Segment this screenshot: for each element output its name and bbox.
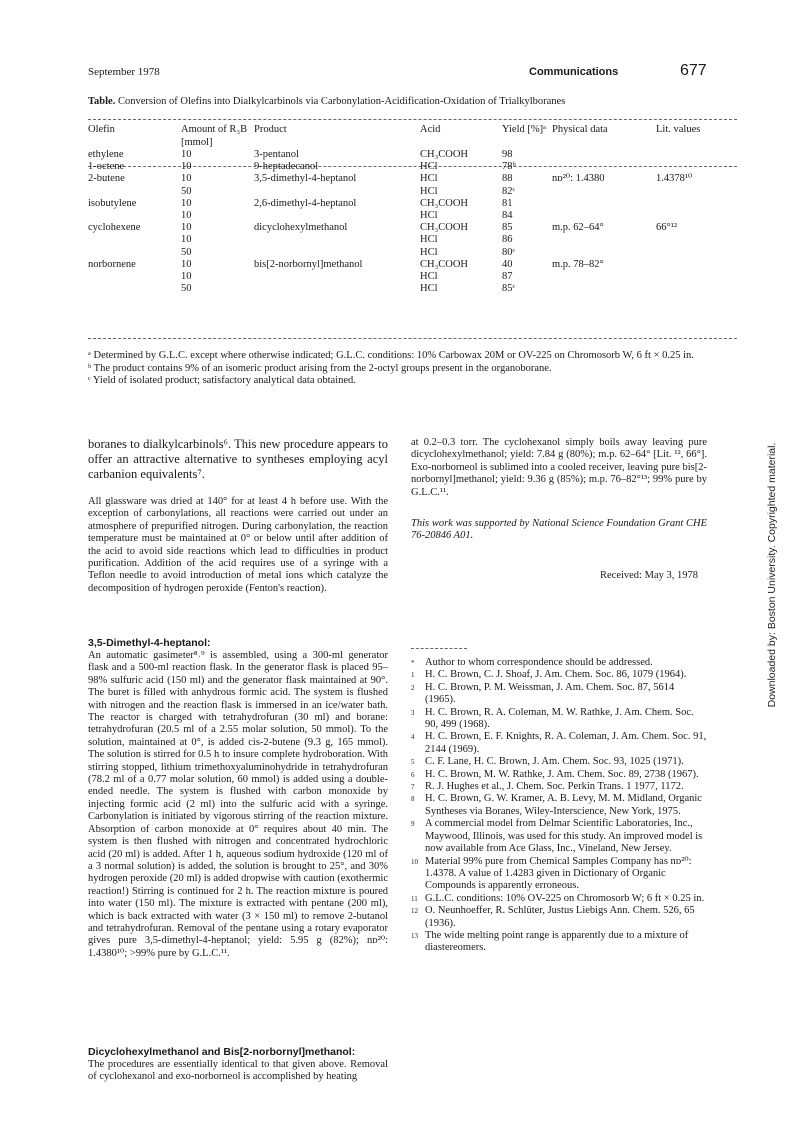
reference-number: 4 — [411, 733, 415, 742]
reference-number: 8 — [411, 795, 415, 804]
table-header-cell: Amount of R₃B [mmol] — [181, 124, 248, 148]
table-cell — [656, 259, 738, 271]
table-header-cell: Lit. values — [656, 124, 701, 135]
table-footnotes — [88, 350, 738, 388]
table-cell: HCl — [420, 185, 438, 197]
received-date: Received: May 3, 1978 — [600, 570, 698, 581]
table-cell: 3-pentanol — [254, 149, 299, 160]
reference-text: H. C. Brown, E. F. Knights, R. A. Coleman, J. Am. Chem. Soc. 91, 2144 (1969). — [425, 731, 707, 755]
reference-text: C. F. Lane, H. C. Brown, J. Am. Chem. Soc. 93, 1025 (1971). — [425, 756, 684, 768]
reference-text: H. C. Brown, P. M. Weissman, J. Am. Chem. Soc. 87, 5614 (1965). — [425, 681, 675, 706]
table-cell: m.p. 62–64° — [552, 222, 604, 234]
table-row — [88, 271, 738, 283]
table-cell — [552, 283, 656, 295]
reference-text: H. C. Brown, C. J. Shoaf, J. Am. Chem. Soc. 86, 1079 (1964). — [425, 669, 687, 681]
reference-item — [411, 756, 707, 768]
running-header-date: September 1978 — [88, 66, 160, 78]
table-row — [88, 259, 738, 271]
running-header-section: Communications — [529, 66, 619, 78]
reference-text: G.L.C. conditions: 10% OV-225 on Chromosorb W; 6 ft × 0.25 in. — [425, 892, 705, 904]
table-cell: HCl — [420, 161, 438, 173]
table-label: Table. — [88, 96, 116, 107]
reference-text: A commercial model from Delmar Scientific Laboratories, Inc., Maywood, Illinois, was used for this study. An improved model is now available from Ace Glass, Inc., Vineland, New Jersey. — [425, 818, 703, 855]
table-cell: HCl — [420, 246, 438, 258]
reference-number: 6 — [411, 770, 415, 779]
table-cell — [552, 234, 656, 246]
table-row — [88, 247, 738, 259]
table-cell — [552, 271, 656, 283]
table-header-cell: Physical data — [552, 124, 608, 135]
table-row — [88, 198, 738, 210]
table-cell: 78ᵇ — [502, 161, 516, 173]
reference-text: H. C. Brown, G. W. Kramer, A. B. Levy, M. M. Midland, Organic Syntheses via Boranes, Wiley-Interscience, New York, 1975. — [425, 793, 702, 817]
table-cell: ethylene — [88, 149, 124, 160]
table-cell: 1.4378¹⁰ — [656, 173, 693, 185]
table-caption-text: Conversion of Olefins into Dialkylcarbinols via Carbonylation-Acidification-Oxidation of Trialkylboranes — [117, 96, 566, 107]
table-cell: 98 — [502, 149, 513, 160]
reference-text: H. C. Brown, M. W. Rathke, J. Am. Chem. Soc. 89, 2738 (1967). — [425, 768, 699, 780]
table-cell — [254, 283, 420, 295]
reference-number: 9 — [411, 820, 415, 829]
table-cell: 10 — [181, 161, 192, 173]
reference-number: 13 — [411, 931, 418, 940]
table-cell: 10 — [181, 258, 192, 270]
reference-item — [411, 707, 707, 732]
continuation-paragraph: at 0.2–0.3 torr. The cyclohexanol simply boils away leaving pure dicyclohexylmethanol; yield: 7.84 g (80%); m.p. 62–64° [Lit. ¹², 66°]. Exo-norborneol is sublimed into a cooled receiver, leaving pure bis[2-norbornyl]methanol; yield: 9.36 g (85%); m.p. 76–82°¹³; 99% pure by G.L.C.¹¹. — [411, 437, 707, 498]
table-cell: 84 — [502, 210, 513, 222]
reference-number: 5 — [411, 758, 415, 767]
table-cell: 10 — [181, 210, 192, 222]
reference-number: 10 — [411, 857, 418, 866]
reference-text: R. J. Hughes et al., J. Chem. Soc. Perkin Trans. 1 1977, 1172. — [425, 781, 684, 793]
table-cell — [656, 234, 738, 246]
table-cell: 2-butene — [88, 173, 125, 185]
table-cell — [88, 234, 181, 246]
table-cell — [254, 186, 420, 198]
table-body — [88, 149, 738, 295]
table-row — [88, 222, 738, 234]
table-cell — [656, 149, 738, 161]
table-cell — [552, 247, 656, 259]
table-cell — [552, 198, 656, 210]
table-row — [88, 173, 738, 185]
reference-number: 11 — [411, 894, 418, 903]
dicyclohexylmethanol-procedure: The procedures are essentially identical to that given above. Removal of cyclohexanol and exo-norborneol is accomplished by heating — [88, 1059, 388, 1083]
table-footnote: ᵇ The product contains 9% of an isomeric product arising from the 2-octyl groups present in the organoborane. — [88, 362, 552, 374]
section-heading-dimethylheptanol: 3,5-Dimethyl-4-heptanol: — [88, 637, 211, 649]
table-cell — [88, 210, 181, 222]
download-watermark — [762, 195, 782, 955]
table-row — [88, 210, 738, 222]
table-cell: norbornene — [88, 258, 136, 270]
table-row — [88, 149, 738, 161]
reference-item — [411, 669, 707, 681]
table-cell — [254, 210, 420, 222]
reference-number: * — [411, 659, 415, 667]
reference-item — [411, 657, 707, 669]
table-cell: 86 — [502, 234, 513, 246]
reference-text: Material 99% pure from Chemical Samples Company has nᴅ²⁰: 1.4378. A value of 1.4283 given in Dictionary of Organic Compounds is apparently erroneous. — [425, 855, 692, 892]
table-cell: bis[2-norbornyl]methanol — [254, 258, 363, 270]
table-cell: 9-heptadecanol — [254, 161, 319, 173]
table-cell: 10 — [181, 271, 192, 283]
table-cell: isobutylene — [88, 197, 137, 209]
table-cell: 1-octene — [88, 161, 125, 173]
table-caption — [88, 96, 738, 107]
table-cell: 85 — [502, 222, 513, 234]
reference-number: 7 — [411, 783, 415, 792]
table-cell — [656, 271, 738, 283]
table-header-cell: Acid — [420, 124, 441, 135]
table-cell — [552, 186, 656, 198]
table-cell: 50 — [181, 283, 192, 295]
table-cell — [552, 210, 656, 222]
reference-item — [411, 893, 707, 905]
reference-item — [411, 856, 707, 893]
table-cell — [656, 247, 738, 259]
reference-text: Author to whom correspondence should be addressed. — [425, 657, 653, 668]
table-cell — [88, 247, 181, 259]
table-cell: CH₃COOH — [420, 149, 468, 160]
reference-number: 12 — [411, 907, 418, 916]
acknowledgement: This work was supported by National Science Foundation Grant CHE 76-20846 A01. — [411, 518, 707, 542]
table-cell: HCl — [420, 210, 438, 222]
table-bottom-rule — [88, 338, 737, 339]
table-cell — [254, 271, 420, 283]
results-table — [88, 124, 738, 295]
table-row — [88, 186, 738, 198]
table-cell: dicyclohexylmethanol — [254, 222, 348, 234]
table-cell: 85ᶜ — [502, 283, 516, 295]
reference-item — [411, 731, 707, 756]
reference-text: The wide melting point range is apparently due to a mixture of diastereomers. — [425, 929, 689, 954]
table-cell: 50 — [181, 185, 192, 197]
references-rule — [411, 648, 467, 649]
table-cell: HCl — [420, 173, 438, 185]
table-cell — [656, 198, 738, 210]
table-header-row — [88, 124, 738, 149]
general-procedure-paragraph: All glassware was dried at 140° for at least 4 h before use. With the exception of carbonylations, all reactions were carried out under an atmosphere of prepurified nitrogen. During carbonylation, the reaction temperature must be maintained at 0° or below until after addition of the acid to avoid side reactions which lead to difficulties in product purification. Addition of the acid requires use of a syringe with a Teflon needle to avoid introduction of metal ions which catalyze the decomposition of hydrogen peroxide (Fenton's reaction). — [88, 496, 388, 594]
table-cell — [88, 186, 181, 198]
table-cell: 10 — [181, 197, 192, 209]
reference-text: H. C. Brown, R. A. Coleman, M. W. Rathke, J. Am. Chem. Soc. 90, 499 (1968). — [425, 706, 694, 731]
table-cell: 82ᶜ — [502, 185, 516, 197]
reference-number: 1 — [411, 671, 415, 680]
reference-number: 3 — [411, 708, 415, 717]
reference-item — [411, 769, 707, 781]
reference-text: O. Neunhoeffer, R. Schlüter, Justus Liebigs Ann. Chem. 526, 65 (1936). — [425, 905, 695, 929]
table-cell: 81 — [502, 197, 513, 209]
table-cell: cyclohexene — [88, 222, 141, 234]
reference-item — [411, 793, 707, 818]
table-cell — [254, 247, 420, 259]
references-list — [411, 657, 707, 955]
reference-item — [411, 905, 707, 930]
reference-number: 2 — [411, 683, 415, 692]
table-footnote: ᵃ Determined by G.L.C. except where otherwise indicated; G.L.C. conditions: 10% Carbowax 20M or OV-225 on Chromosorb W, 6 ft × 0.25 in. — [88, 350, 694, 361]
table-cell: 80ᶜ — [502, 246, 516, 258]
table-cell: 87 — [502, 271, 513, 283]
reference-item — [411, 930, 707, 955]
table-header-cell: Yield [%]ᵃ — [502, 124, 546, 135]
table-cell: 66°¹² — [656, 222, 677, 234]
table-cell — [88, 283, 181, 295]
table-row — [88, 283, 738, 295]
table-cell: CH₃COOH — [420, 222, 468, 234]
table-cell: 2,6-dimethyl-4-heptanol — [254, 197, 357, 209]
table-cell — [254, 234, 420, 246]
table-cell: HCl — [420, 283, 438, 295]
page-number: 677 — [680, 62, 707, 79]
dimethylheptanol-procedure: An automatic gasimeter⁸˒⁹ is assembled, using a 300-ml generator flask and a 500-ml reaction flask. In the generator flask is placed 95–98% sulfuric acid (150 ml) and the generator flask maintained at 90°. The buret is filled with anhydrous formic acid. The system is flushed with nitrogen and the reaction flask is immersed in an ice/water bath. The reactor is charged with tetrahydrofuran (30 ml) and borane: tetrahydrofuran (20.5 ml of a 2.55 molar solution, 50 mmol). To the solution, maintained at 0°, is added cis-2-butene (9.3 g, 165 mmol). The solution is stirred for 0.5 h to insure complete hydroboration. With stirring stopped, lithium trimethoxyaluminohydride in tetrahydrofuran (78.2 ml of a 0.77 molar solution, 60 mmol) is added using a double-ended needle. The system is flushed with carbon monoxide by injecting formic acid (2 ml) into the sulfuric acid with a syringe. Carbonylation is initiated by vigorous stirring of the reaction mixture. Absorption of carbon monoxide at 0° requires about 40 min. The system is then flushed with nitrogen and concentrated hydrochloric acid (20 ml) is added. After 1 h, aqueous sodium hydroxide (120 ml of a 3 normal solution) is added, the solution is brought to 25°, and 30% hydrogen peroxide (20 ml) is added dropwise with caution (exothermic reaction!) Stirring is continued for 2 h. The reaction mixture is poured into water (150 ml). The mixture is extracted with pentane (200 ml), which is back extracted with water (3 × 150 ml) to remove 2-butanol and tetrahydrofuran. Removal of the pentane using a rotary evaporator gives pure 3,5-dimethyl-4-heptanol; yield: 5.95 g (82%); nᴅ²⁰: 1.4380¹⁰; >99% pure by G.L.C.¹¹. — [88, 650, 388, 959]
table-cell: 10 — [181, 234, 192, 246]
table-cell — [552, 161, 656, 173]
table-footnote: ᶜ Yield of isolated product; satisfactory analytical data obtained. — [88, 375, 356, 386]
table-header-cell: Product — [254, 124, 287, 135]
table-cell: m.p. 78–82° — [552, 258, 604, 270]
table-header-cell: Olefin — [88, 124, 115, 135]
table-cell — [656, 210, 738, 222]
table-cell: CH₃COOH — [420, 258, 468, 270]
table-cell: CH₃COOH — [420, 197, 468, 209]
download-watermark-text: Downloaded by: Boston University. Copyrighted material. — [766, 442, 778, 708]
table-row — [88, 234, 738, 246]
table-cell: 50 — [181, 246, 192, 258]
table-cell: nᴅ²⁰: 1.4380 — [552, 173, 605, 185]
table-cell: 3,5-dimethyl-4-heptanol — [254, 173, 357, 185]
reference-item — [411, 682, 707, 707]
table-cell — [656, 283, 738, 295]
table-top-rule — [88, 119, 737, 120]
table-cell: HCl — [420, 271, 438, 283]
table-cell — [656, 186, 738, 198]
table-cell: HCl — [420, 234, 438, 246]
table-cell: 40 — [502, 258, 513, 270]
table-cell: 88 — [502, 173, 513, 185]
table-cell: 10 — [181, 222, 192, 234]
table-cell — [88, 271, 181, 283]
reference-item — [411, 781, 707, 793]
intro-paragraph: boranes to dialkylcarbinols⁶. This new procedure appears to offer an attractive alternative to syntheses employing acyl carbanion equivalents⁷. — [88, 437, 388, 481]
table-row — [88, 161, 738, 173]
table-cell: 10 — [181, 173, 192, 185]
table-cell: 10 — [181, 149, 192, 160]
table-cell — [656, 161, 738, 173]
table-cell — [552, 149, 656, 161]
reference-item — [411, 818, 707, 855]
section-heading-dicyclohexylmethanol: Dicyclohexylmethanol and Bis[2-norbornyl]methanol: — [88, 1046, 356, 1058]
